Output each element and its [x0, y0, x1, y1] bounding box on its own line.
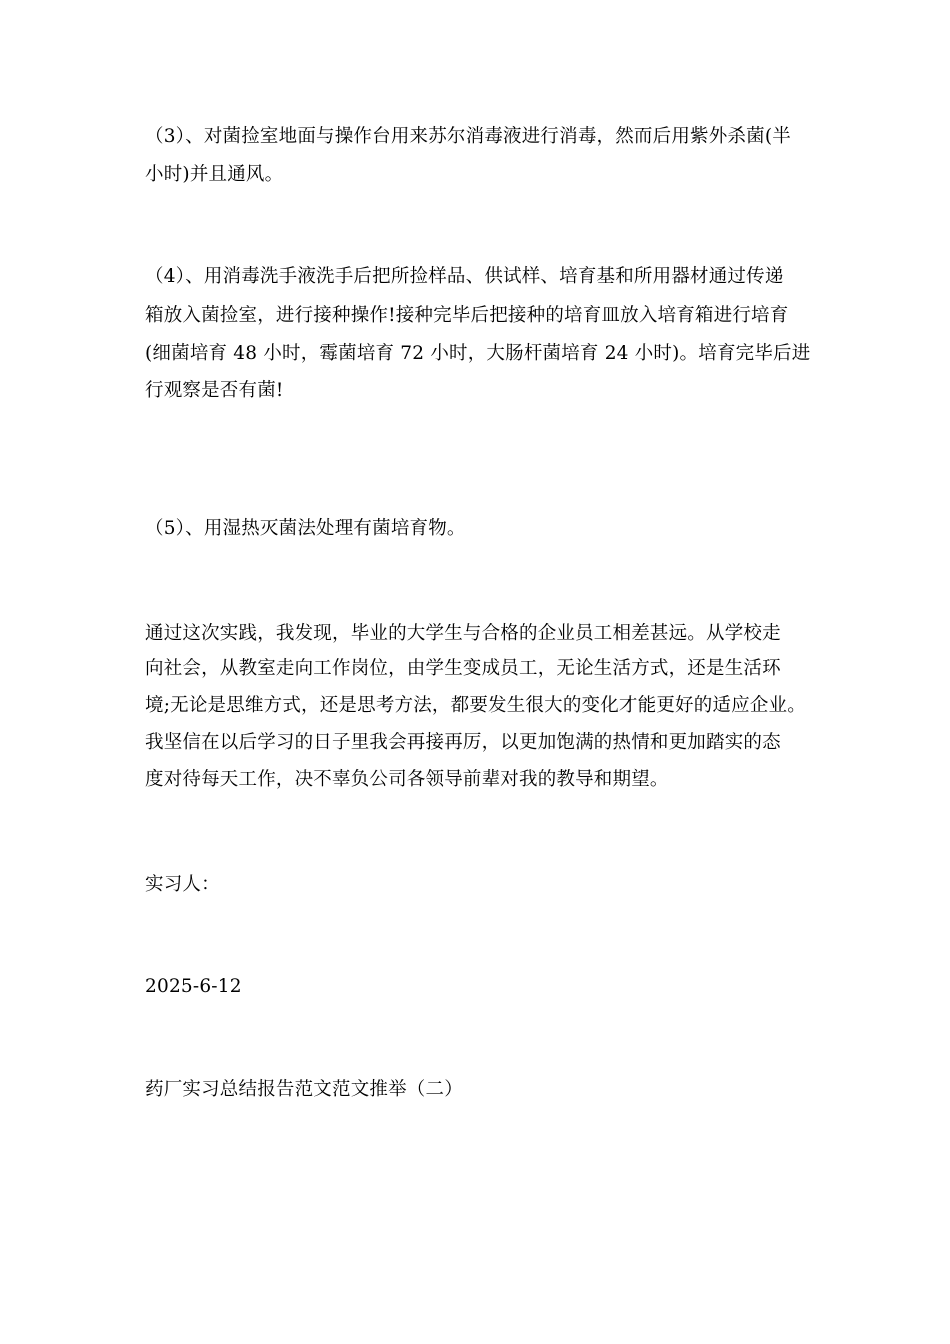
signature-label: 实习人：	[145, 874, 220, 895]
paragraph-line: （3）、对菌捡室地面与操作台用来苏尔消毒液进行消毒，然而后用紫外杀菌(半	[145, 126, 791, 147]
paragraph-line: 行观察是否有菌!	[145, 380, 284, 401]
paragraph-line: （5）、用湿热灭菌法处理有菌培育物。	[145, 518, 466, 539]
paragraph-line: 箱放入菌捡室，进行接种操作!接种完毕后把接种的培育皿放入培育箱进行培育	[145, 305, 789, 326]
paragraph-line: 小时)并且通风。	[145, 164, 284, 185]
paragraph-line: 度对待每天工作，决不辜负公司各领导前辈对我的教导和期望。	[145, 769, 669, 790]
paragraph-line: 向社会，从教室走向工作岗位，由学生变成员工，无论生活方式，还是生活环	[145, 658, 781, 679]
paragraph-line: 通过这次实践，我发现，毕业的大学生与合格的企业员工相差甚远。从学校走	[145, 623, 781, 644]
paragraph-line: (细菌培育 48 小时，霉菌培育 72 小时，大肠杆菌培育 24 小时)。培育完毕后进	[145, 343, 811, 364]
section-title: 药厂实习总结报告范文范文推举（二）	[145, 1079, 463, 1100]
paragraph-line: （4）、用消毒洗手液洗手后把所捡样品、供试样、培育基和所用器材通过传递	[145, 266, 784, 287]
paragraph-line: 境;无论是思维方式，还是思考方法，都要发生很大的变化才能更好的适应企业。	[145, 695, 806, 716]
signature-date: 2025-6-12	[145, 976, 242, 997]
paragraph-line: 我坚信在以后学习的日子里我会再接再厉，以更加饱满的热情和更加踏实的态	[145, 732, 781, 753]
